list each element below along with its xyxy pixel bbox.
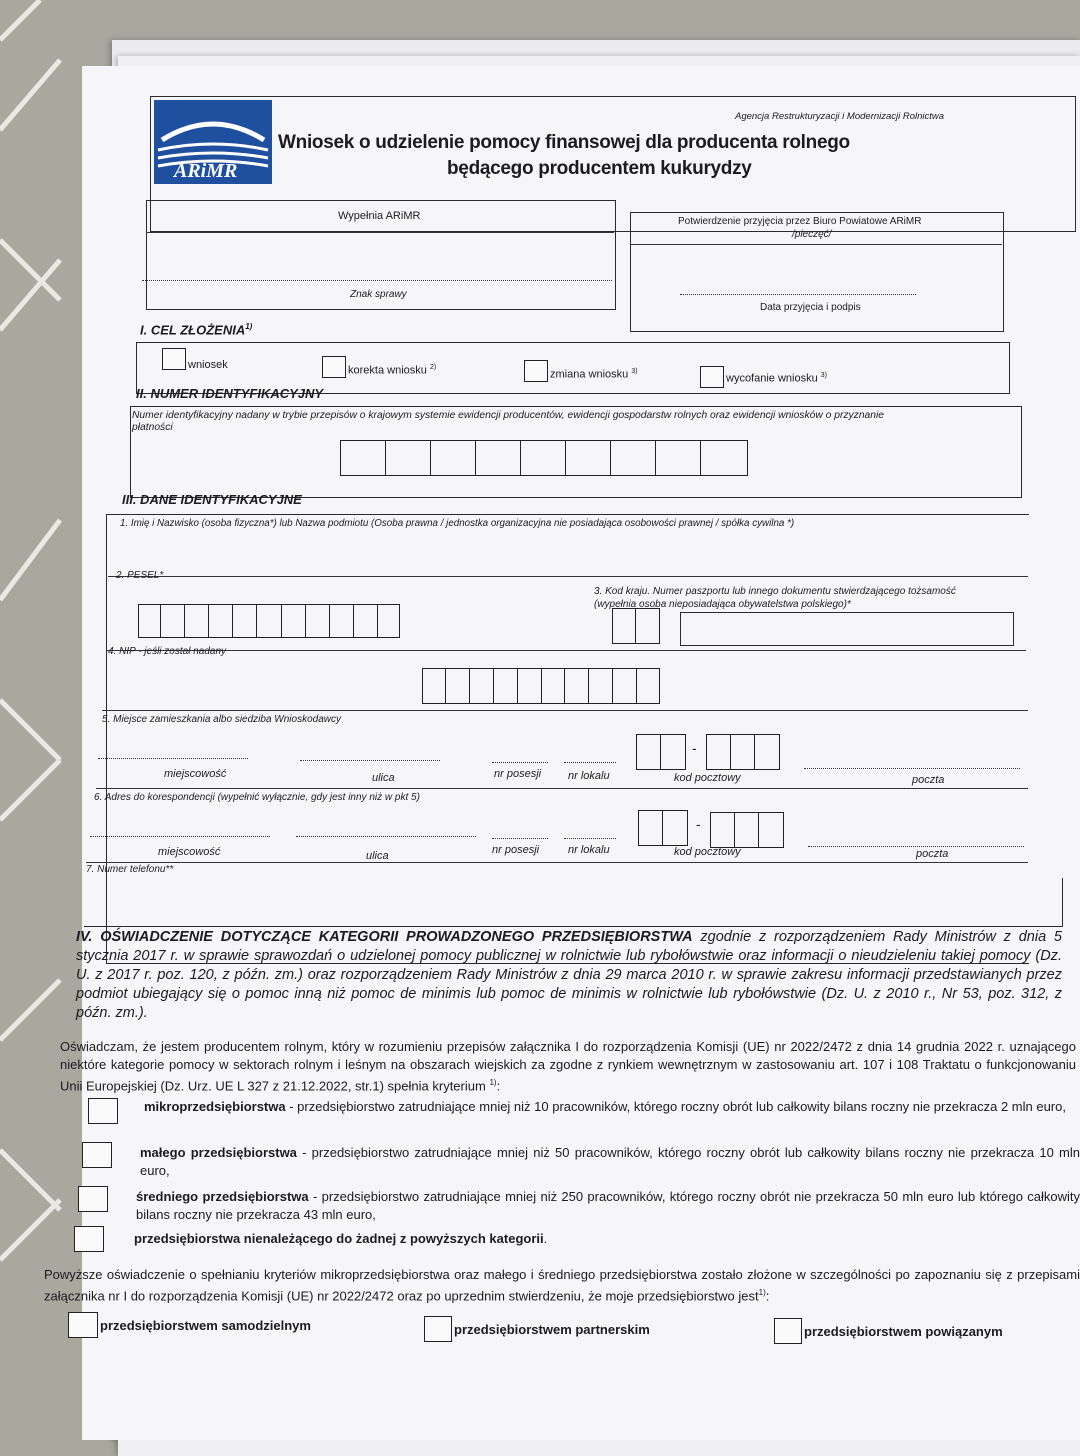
- addr2-postcode-b[interactable]: [710, 812, 784, 848]
- addr2-post-line: [808, 846, 1024, 847]
- option-zmiana-label: zmiana wniosku $^{3)}$: [550, 368, 638, 381]
- arimr-use-divider: [146, 232, 614, 233]
- addr2-street-caption: ulica: [366, 850, 389, 862]
- checkbox-zmiana[interactable]: [524, 360, 548, 382]
- section2-desc-1: Numer identyfikacyjny nadany w trybie przepisów o krajowym systemie ewidencji producentów, ewidencji gospodarstw rolnych oraz ewidencji wniosków o przyznanie: [132, 410, 885, 421]
- section4-closing: Powyższe oświadczenie o spełnianiu kryteriów mikroprzedsiębiorstwa oraz małego i średniego przedsiębiorstwa zostało złożone w szczególności po zapoznaniu się z przepisami załącznika nr I do rozporządzenia Komisji (UE) nr 2022/2472 oraz po uprzednim stwierdzeniu, że moje przedsiębiorstwo jest$^{1)}$:: [44, 1267, 1080, 1304]
- receipt-title-2: /pieczęć/: [792, 229, 832, 240]
- form-title-line1: Wniosek o udzielenie pomocy finansowej dla producenta rolnego: [278, 132, 850, 153]
- category-micro: mikroprzedsiębiorstwa - przedsiębiorstwo zatrudniające mniej niż 10 pracowników, którego roczny obrót lub całkowity bilans roczny nie przekracza 2 mln euro,: [144, 1099, 1066, 1114]
- addr1-house-line: [492, 762, 548, 763]
- pesel-cells[interactable]: [138, 604, 400, 638]
- country-code-cells[interactable]: [612, 608, 660, 644]
- field1-divider: [108, 576, 1028, 577]
- nip-cells[interactable]: [422, 668, 660, 704]
- field7-label: 7. Numer telefonu**: [86, 864, 174, 875]
- category-none: przedsiębiorstwa nienależącego do żadnej z powyższych kategorii.: [134, 1231, 548, 1246]
- phone-field[interactable]: [84, 878, 1063, 927]
- addr1-flat-line: [564, 762, 616, 763]
- section2-title: II. NUMER IDENTYFIKACYJNY: [136, 386, 324, 401]
- field4-label: 4. NIP - jeśli został nadany: [108, 646, 227, 657]
- type-linked-label: przedsiębiorstwem powiązanym: [804, 1324, 1003, 1339]
- category-medium: średniego przedsiębiorstwa - przedsiębiorstwo zatrudniające mniej niż 250 pracowników, którego roczny obrót nie przekracza 50 mln euro lub którego całkowity bilans roczny nie przekracza 43 mln euro,: [136, 1189, 1080, 1222]
- receipt-date-line: [680, 294, 916, 295]
- field2-label: 2. PESEL*: [116, 570, 164, 581]
- addr1-postcode-caption: kod pocztowy: [674, 772, 741, 784]
- addr2-postcode-a[interactable]: [638, 810, 688, 846]
- addr1-street-caption: ulica: [372, 772, 395, 784]
- addr1-flat-caption: nr lokalu: [568, 770, 610, 782]
- type-partner-label: przedsiębiorstwem partnerskim: [454, 1322, 650, 1337]
- addr1-street-line: [300, 760, 440, 761]
- field5-divider: [96, 788, 1028, 789]
- checkbox-korekta[interactable]: [322, 356, 346, 378]
- logo-text: ARiMR: [174, 160, 238, 182]
- category-small: małego przedsiębiorstwa - przedsiębiorstwo zatrudniające mniej niż 50 pracowników, którego roczny obrót lub całkowity bilans roczny nie przekracza 10 mln euro,: [140, 1145, 1080, 1178]
- addr1-post-caption: poczta: [912, 774, 945, 786]
- arimr-use-title: Wypełnia ARiMR: [338, 210, 421, 222]
- addr1-postcode-a[interactable]: [636, 734, 686, 770]
- addr2-post-caption: poczta: [916, 848, 949, 860]
- checkbox-small[interactable]: [82, 1142, 112, 1168]
- form-page: [44, 66, 1080, 1440]
- checkbox-micro[interactable]: [88, 1098, 118, 1124]
- id-number-cells[interactable]: [340, 440, 748, 476]
- addr1-house-caption: nr posesji: [494, 768, 542, 780]
- section4-statement: Oświadczam, że jestem producentem rolnym, który w rozumieniu przepisów załącznika I do rozporządzenia Komisji (UE) nr 2022/2472 z dnia 14 grudnia 2022 r. uznającego niektóre kategorie pomocy w sektorach rolnym i leśnym na obszarach wiejskich za zgodne z rynkiem wewnętrznym w zastosowaniu art. 107 i 108 Traktatu o funkcjonowaniu Unii Europejskiej (Dz. Urz. UE L 327 z 21.12.2022, str.1) spełnia kryterium $^{1)}$:: [60, 1039, 1076, 1094]
- addr1-dash: -: [692, 740, 697, 756]
- receipt-caption: Data przyjęcia i podpis: [760, 302, 861, 313]
- field3-label-2: (wypełnia osoba nieposiadająca obywatelstwa polskiego)*: [594, 599, 851, 610]
- checkbox-independent[interactable]: [68, 1312, 98, 1338]
- addr2-postcode-caption: kod pocztowy: [674, 846, 741, 858]
- addr2-flat-line: [564, 838, 616, 839]
- field6-label: 6. Adres do korespondencji (wypełnić wyłącznie, gdy jest inny niż w pkt 5): [94, 792, 420, 803]
- addr1-city-line: [98, 758, 248, 759]
- section4-intro: IV. OŚWIADCZENIE DOTYCZĄCE KATEGORII PROWADZONEGO PRZEDSIĘBIORSTWA zgodnie z rozporządzeniem Rady Ministrów z dnia 5 stycznia 2017 r. w sprawie sprawozdań o udzielonej pomocy publicznej w rolnictwie lub rybołówstwie oraz informacji o nieudzieleniu takiej pomocy (Dz. U. z 2017 r. poz. 120, z późn. zm.) oraz rozporządzeniem Rady Ministrów z dnia 29 marca 2010 r. w sprawie zakresu informacji przedstawianych przez podmiot ubiegający się o pomoc inną niż pomoc de minimis lub pomoc de minimis w rolnictwie lub rybołówstwie (Dz. U. z 2010 r., Nr 53, poz. 312, z późn. zm.).: [76, 929, 1062, 1021]
- case-number-line: [142, 280, 612, 281]
- receipt-title-1: Potwierdzenie przyjęcia przez Biuro Powiatowe ARiMR: [678, 216, 922, 227]
- option-korekta-label: korekta wniosku $^{2)}$: [348, 364, 437, 377]
- receipt-divider: [630, 244, 1002, 245]
- section2-desc-2: płatności: [132, 422, 173, 433]
- addr2-house-caption: nr posesji: [492, 844, 540, 856]
- field3-divider: [106, 650, 1026, 651]
- section1-title: I. CEL ZŁOŻENIA$^{1)}$: [140, 322, 253, 338]
- checkbox-linked[interactable]: [774, 1318, 802, 1344]
- section3-title: III. DANE IDENTYFIKACYJNE: [122, 492, 302, 507]
- form-title-line2: będącego producentem kukurydzy: [447, 158, 752, 179]
- case-number-caption: Znak sprawy: [350, 289, 407, 300]
- agency-name: Agencja Restrukturyzacji i Modernizacji Rolnictwa: [735, 111, 945, 122]
- option-wycofanie-label: wycofanie wniosku $^{3)}$: [726, 372, 828, 385]
- checkbox-medium[interactable]: [78, 1186, 108, 1212]
- field1-label: 1. Imię i Nazwisko (osoba fizyczna*) lub Nazwa podmiotu (Osoba prawna / jednostka organizacyjna nie posiadająca osobowości prawnej / spółka cywilna *): [120, 518, 795, 529]
- passport-number-field[interactable]: [680, 612, 1014, 646]
- addr2-flat-caption: nr lokalu: [568, 844, 610, 856]
- checkbox-partner[interactable]: [424, 1316, 452, 1342]
- addr1-postcode-b[interactable]: [706, 734, 780, 770]
- checkbox-wycofanie[interactable]: [700, 366, 724, 388]
- addr2-city-caption: miejscowość: [158, 846, 221, 858]
- field4-divider: [102, 710, 1028, 711]
- type-independent-label: przedsiębiorstwem samodzielnym: [100, 1318, 311, 1333]
- addr2-house-line: [492, 838, 548, 839]
- field3-label-1: 3. Kod kraju. Numer paszportu lub innego dokumentu stwierdzającego tożsamość: [594, 586, 956, 597]
- addr1-city-caption: miejscowość: [164, 768, 227, 780]
- addr2-city-line: [90, 836, 270, 837]
- addr1-post-line: [804, 768, 1020, 769]
- arimr-logo: [154, 100, 272, 184]
- field5-label: 5. Miejsce zamieszkania albo siedziba Wnioskodawcy: [102, 714, 341, 725]
- option-wniosek-label: wniosek: [188, 359, 228, 371]
- addr2-dash: -: [696, 816, 701, 832]
- field6-divider: [86, 862, 1028, 863]
- checkbox-none[interactable]: [74, 1226, 104, 1252]
- checkbox-wniosek[interactable]: [162, 348, 186, 370]
- addr2-street-line: [296, 836, 476, 837]
